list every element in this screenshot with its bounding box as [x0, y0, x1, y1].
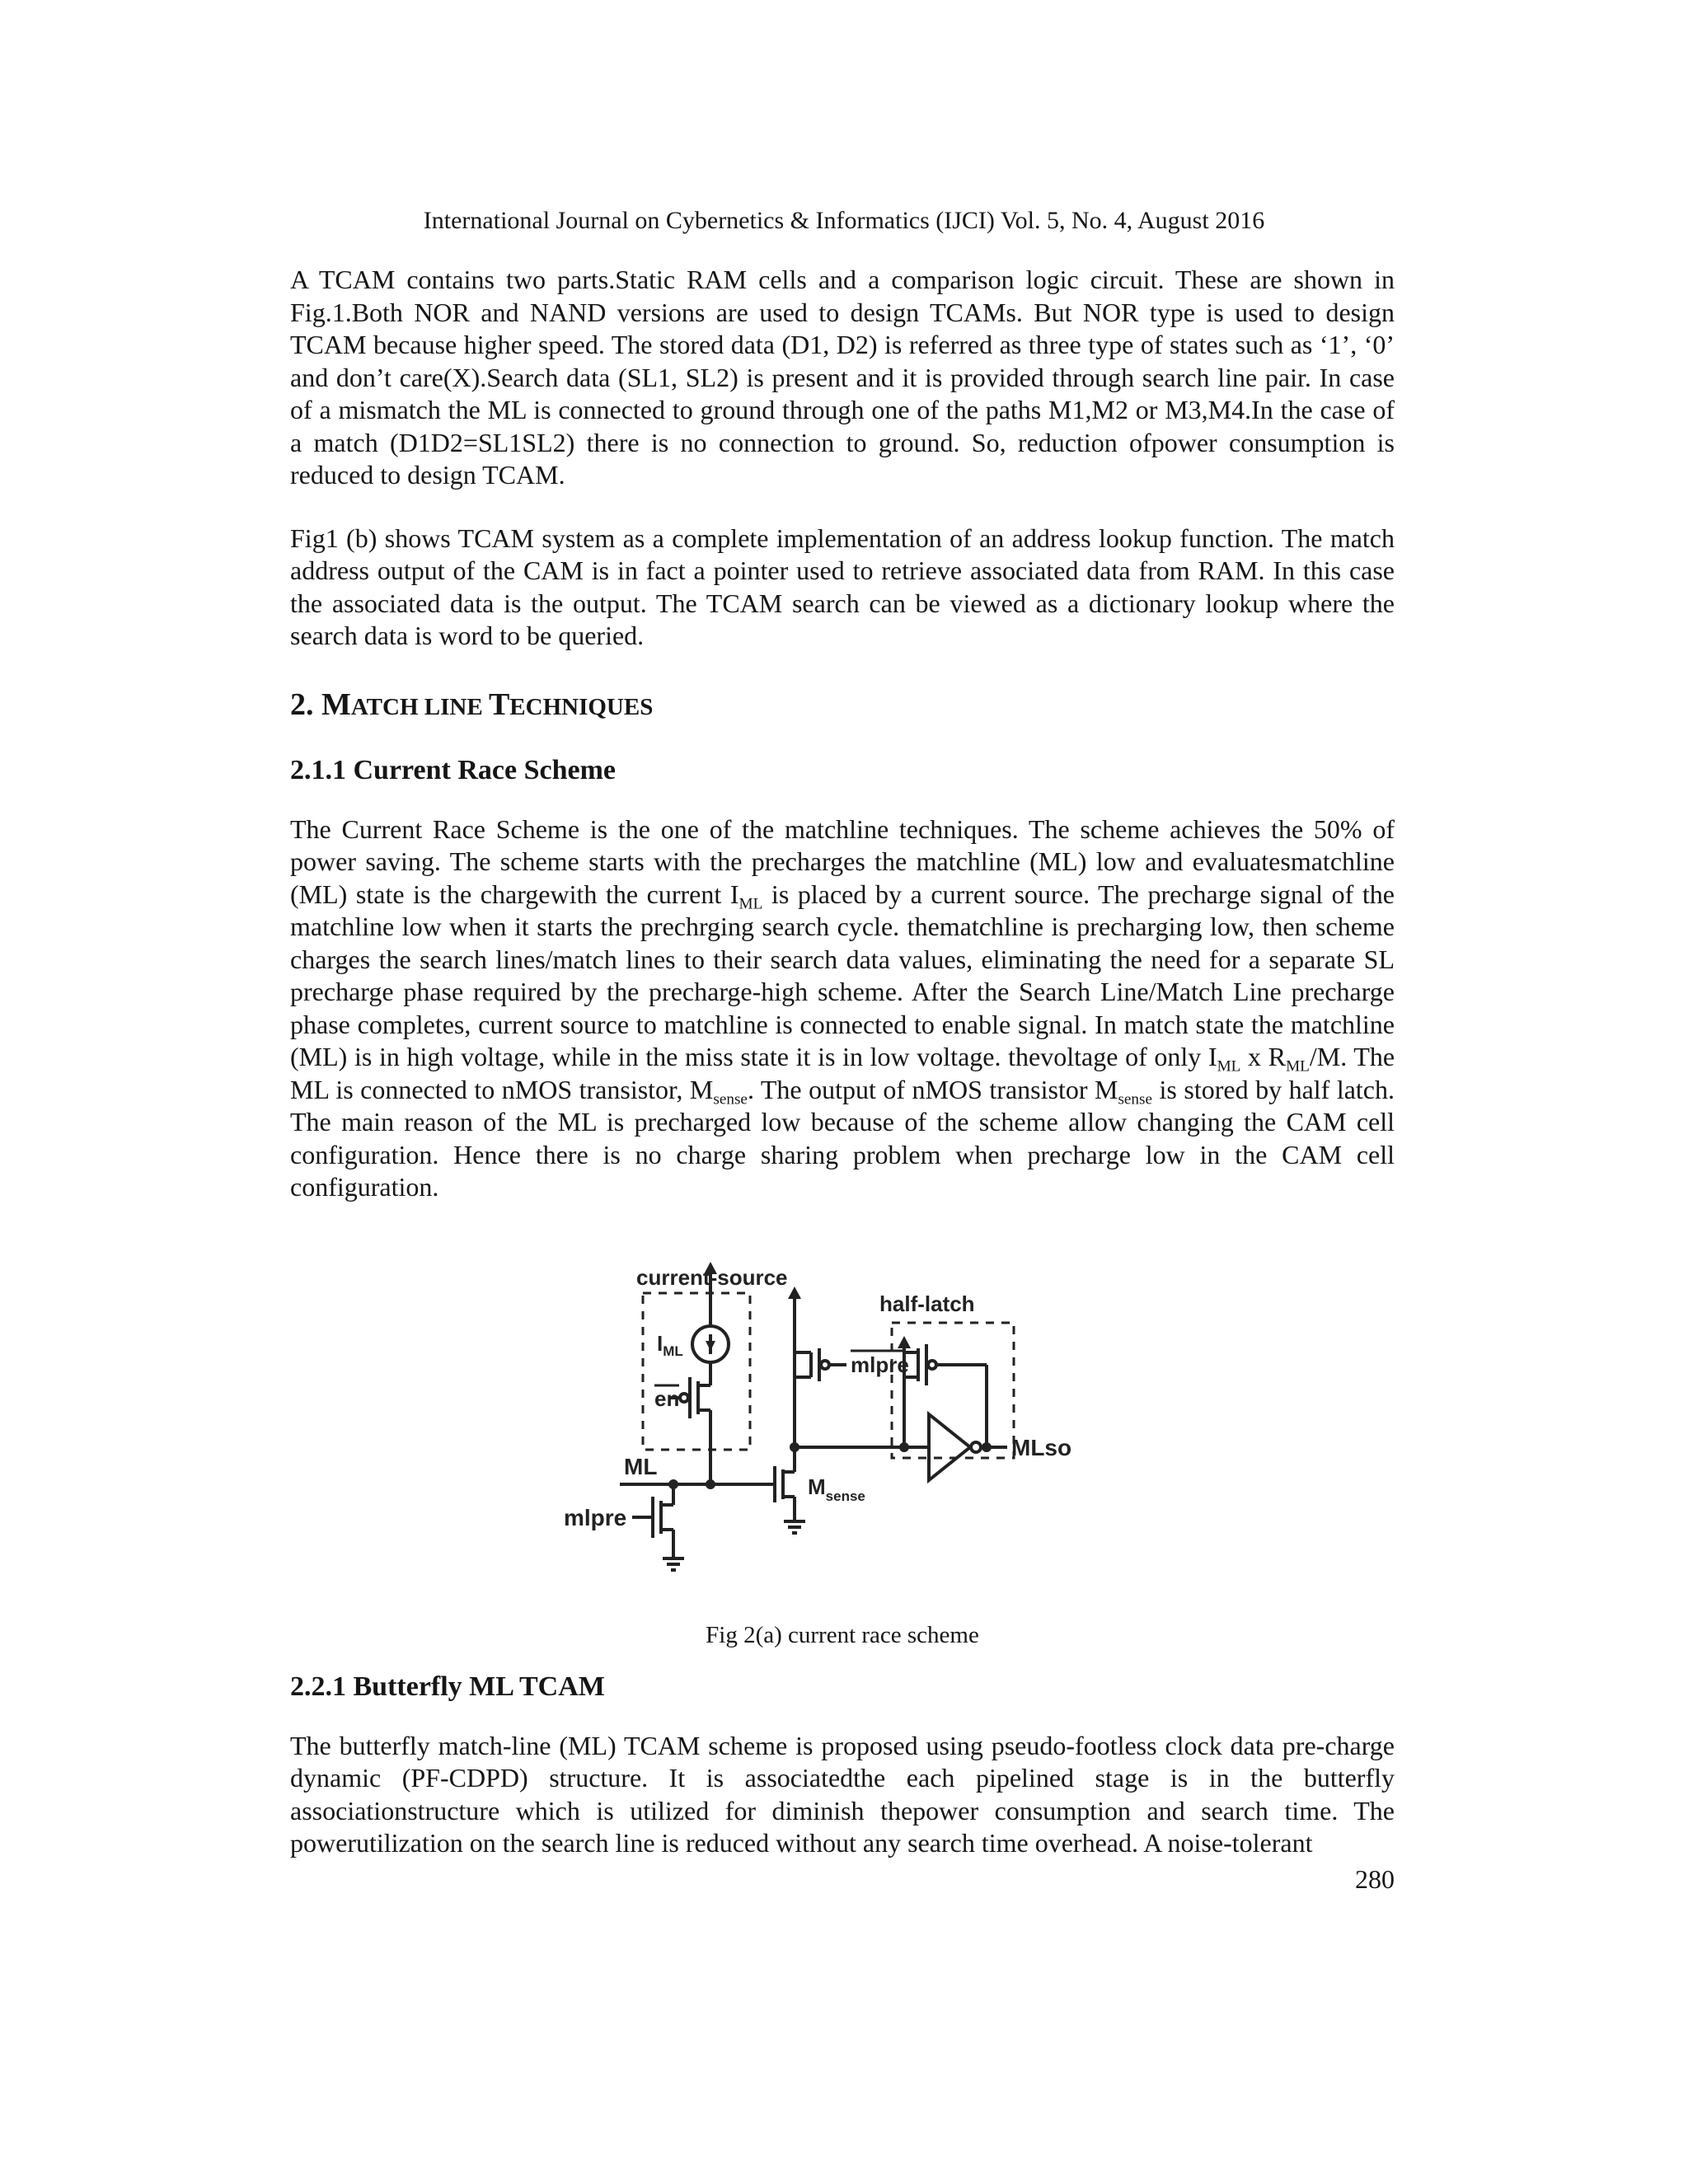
section-heading-match-line-techniques: 2. MATCH LINE TECHNIQUES: [290, 687, 654, 722]
inverter-symbol: [929, 1414, 970, 1480]
figure-current-race-circuit: [290, 1262, 1395, 1591]
label-current-source: current-source: [636, 1264, 788, 1290]
subsection-heading-current-race: 2.1.1 Current Race Scheme: [290, 754, 617, 785]
subsection-heading-butterfly: 2.2.1 Butterfly ML TCAM: [290, 1671, 605, 1702]
paragraph-tcam-parts: A TCAM contains two parts.Static RAM cells and a comparison logic circuit. These are shown in Fig.1.Both NOR and NAND versions are used to design TCAMs. But NOR type is used to design TCAM because higher speed. The stored data (D1, D2) is referred as three type of states such as ‘1’, ‘0’ and don’t care(X).Search data (SL1, SL2) is present and it is provided through search line pair. In case of a mismatch the ML is connected to ground through one of the paths M1,M2 or M3,M4.In the case of a match (D1D2=SL1SL2) there is no connection to ground. So, reduction ofpower consumption is reduced to design TCAM.: [290, 265, 1395, 490]
journal-header: International Journal on Cybernetics & Informatics (IJCI) Vol. 5, No. 4, August 2016: [423, 207, 1265, 234]
paragraph-tcam-system: Fig1 (b) shows TCAM system as a complete implementation of an address lookup function. The match address output of the CAM is in fact a pointer used to retrieve associated data from RAM. In this case the associated data is the output. The TCAM search can be viewed as a dictionary lookup where the search data is word to be queried.: [290, 523, 1395, 650]
label-mlpre: mlpre: [564, 1504, 627, 1530]
paragraph-butterfly: The butterfly match-line (ML) TCAM scheme is proposed using pseudo-footless clock data pre-charge dynamic (PF-CDPD) structure. It is associatedthe each pipelined stage is in the butterfly associationstructure which is utilized for diminish thepower consumption and search time. The powerutilization on the search line is reduced without any search time overhead. A noise-tolerant: [290, 1730, 1395, 1858]
paragraph-current-race: The Current Race Scheme is the one of the matchline techniques. The scheme achieves the 50% of power saving. The scheme starts with the precharges the matchline (ML) low and evaluatesmatchline (ML) state is the chargewith the current $I_{ML}$ is placed by a current source. The precharge signal of the matchline low when it starts the prechrging search cycle. thematchline is precharging low, then scheme charges the search lines/match lines to their search data values, eliminating the need for a separate SL precharge phase required by the precharge-high scheme. After the Search Line/Match Line precharge phase completes, current source to matchline is connected to enable signal. In match state the matchline (ML) is in high voltage, while in the miss state it is in low voltage. thevoltage of only $I_{ML}$ x $R_{ML}/M$. The ML is connected to nMOS transistor, $M_{sense}$. The output of nMOS transistor $M_{sense}$ is stored by half latch. The main reason of the ML is precharged low because of the scheme allow changing the CAM cell configuration. Hence there is no charge sharing problem when precharge low in the CAM cell configuration.: [290, 813, 1395, 1202]
label-ml: ML: [624, 1453, 658, 1479]
page-body: [290, 264, 1395, 1860]
label-mlso: MLso: [1011, 1434, 1072, 1460]
current-source-box: [643, 1293, 750, 1450]
circuit-diagram: [564, 1262, 1081, 1591]
label-en: en: [654, 1385, 680, 1411]
label-mlpre-bar: mlpre: [851, 1352, 909, 1377]
label-iml: $I_{ML}$: [657, 1330, 683, 1359]
figure-caption: Fig 2(a) current race scheme: [706, 1621, 979, 1648]
label-msense: $M_{sense}$: [808, 1474, 865, 1504]
page-number: 280: [1355, 1864, 1395, 1894]
half-latch-box: [892, 1323, 1014, 1458]
label-half-latch: half-latch: [879, 1291, 975, 1316]
